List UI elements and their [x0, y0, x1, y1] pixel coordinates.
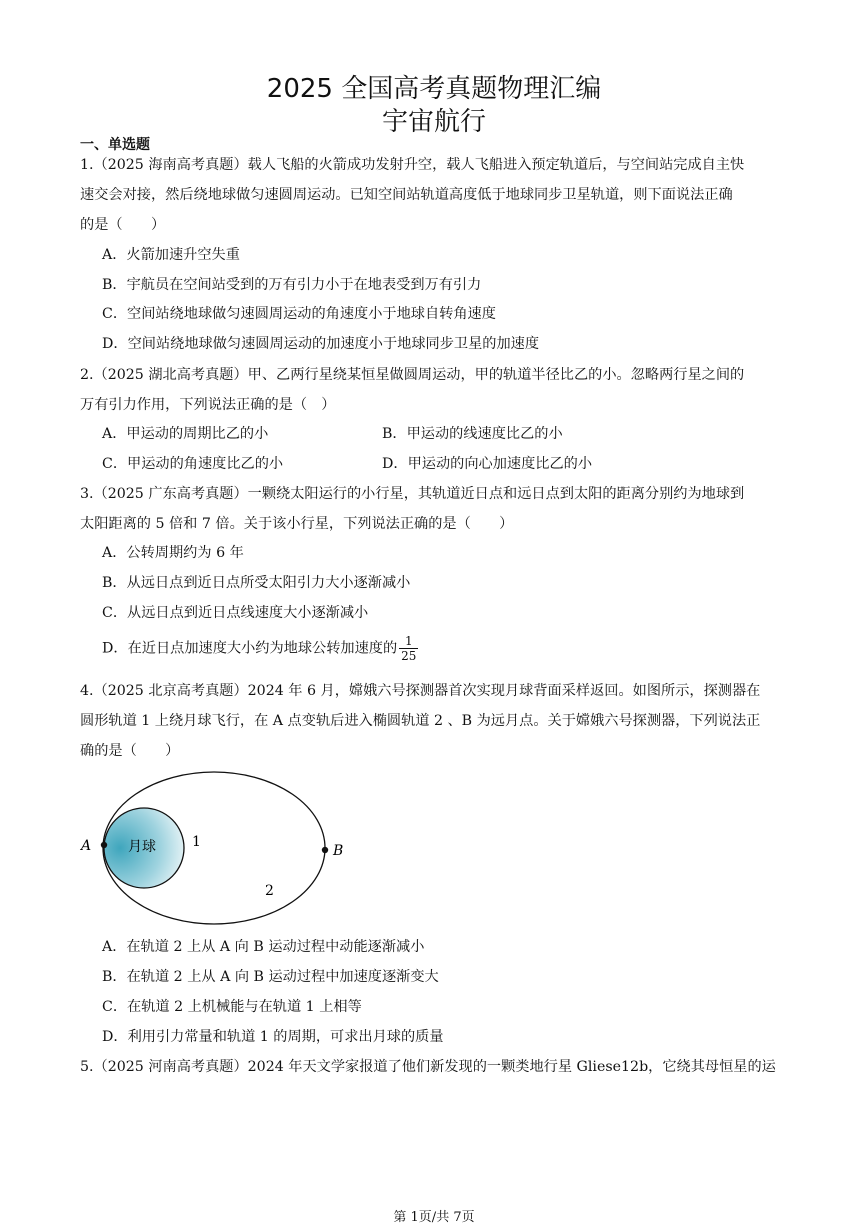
- q1-stem-line2: 速交会对接，然后绕地球做匀速圆周运动。已知空间站轨道高度低于地球同步卫星轨道，则下面说法正确: [80, 187, 733, 203]
- q2-option-d: D．甲运动的向心加速度比乙的小: [382, 456, 593, 472]
- q4-option-c: C．在轨道 2 上机械能与在轨道 1 上相等: [102, 999, 362, 1015]
- q4-stem-line1: 4.（2025 北京高考真题）2024 年 6 月，嫦娥六号探测器首次实现月球背面采样返回。如图所示，探测器在: [80, 683, 761, 699]
- q4-option-a: A．在轨道 2 上从 A 向 B 运动过程中动能逐渐减小: [102, 939, 425, 955]
- fraction-denominator: 25: [401, 649, 417, 663]
- q2-stem-line1: 2.（2025 湖北高考真题）甲、乙两行星绕某恒星做圆周运动，甲的轨道半径比乙的小。忽略两行星之间的: [80, 367, 745, 383]
- q4-option-b: B．在轨道 2 上从 A 向 B 运动过程中加速度逐渐变大: [102, 969, 439, 985]
- q3-option-d: [102, 634, 418, 663]
- q1-option-c: C．空间站绕地球做匀速圆周运动的角速度小于地球自转角速度: [102, 306, 496, 322]
- orbit-2-label: 2: [265, 883, 274, 899]
- q2-stem-line2: 万有引力作用，下列说法正确的是（ ）: [80, 397, 336, 413]
- q3-option-a: A．公转周期约为 6 年: [102, 545, 244, 561]
- orbit-figure: [70, 765, 360, 935]
- page-footer: 第 1页/共 7页: [393, 1210, 475, 1225]
- q2-option-c: C．甲运动的角速度比乙的小: [102, 456, 284, 472]
- q2-option-b: B．甲运动的线速度比乙的小: [382, 426, 563, 442]
- section-heading: 一、单选题: [80, 137, 150, 153]
- q3-option-d-text: D．在近日点加速度大小约为地球公转加速度的: [102, 640, 398, 657]
- document-title: 2025 全国高考真题物理汇编: [266, 74, 602, 104]
- q3-option-c: C．从远日点到近日点线速度大小逐渐减小: [102, 605, 369, 621]
- q4-option-d: D．利用引力常量和轨道 1 的周期，可求出月球的质量: [102, 1029, 444, 1045]
- point-b-label: B: [333, 843, 344, 859]
- q1-option-d: D．空间站绕地球做匀速圆周运动的加速度小于地球同步卫星的加速度: [102, 336, 540, 352]
- fraction: [399, 634, 418, 663]
- moon-label: 月球: [128, 839, 156, 855]
- q3-option-b: B．从远日点到近日点所受太阳引力大小逐渐减小: [102, 575, 411, 591]
- q1-stem-line3: 的是（ ）: [80, 217, 166, 233]
- q1-option-b: B．宇航员在空间站受到的万有引力小于在地表受到万有引力: [102, 277, 482, 293]
- q3-stem-line2: 太阳距离的 5 倍和 7 倍。关于该小行星，下列说法正确的是（ ）: [80, 516, 514, 532]
- q4-stem-line2: 圆形轨道 1 上绕月球飞行，在 A 点变轨后进入椭圆轨道 2 、B 为远月点。关于嫦娥六号探测器，下列说法正: [80, 713, 761, 729]
- point-b-dot: [322, 847, 328, 853]
- point-a-label: A: [81, 838, 92, 854]
- point-a-dot: [101, 842, 107, 848]
- orbit-1-label: 1: [192, 834, 201, 850]
- q1-option-a: A．火箭加速升空失重: [102, 247, 240, 263]
- q4-stem-line3: 确的是（ ）: [80, 743, 180, 759]
- q5-stem-line1: 5.（2025 河南高考真题）2024 年天文学家报道了他们新发现的一颗类地行星 Gliese12b，它绕其母恒星的运: [80, 1059, 776, 1075]
- document-subtitle: 宇宙航行: [381, 107, 486, 137]
- q1-stem-line1: 1.（2025 海南高考真题）载人飞船的火箭成功发射升空，载人飞船进入预定轨道后，与空间站完成自主快: [80, 157, 745, 173]
- q3-stem-line1: 3.（2025 广东高考真题）一颗绕太阳运行的小行星，其轨道近日点和远日点到太阳的距离分别约为地球到: [80, 486, 745, 502]
- fraction-numerator: 1: [399, 634, 418, 649]
- q2-option-a: A．甲运动的周期比乙的小: [102, 426, 269, 442]
